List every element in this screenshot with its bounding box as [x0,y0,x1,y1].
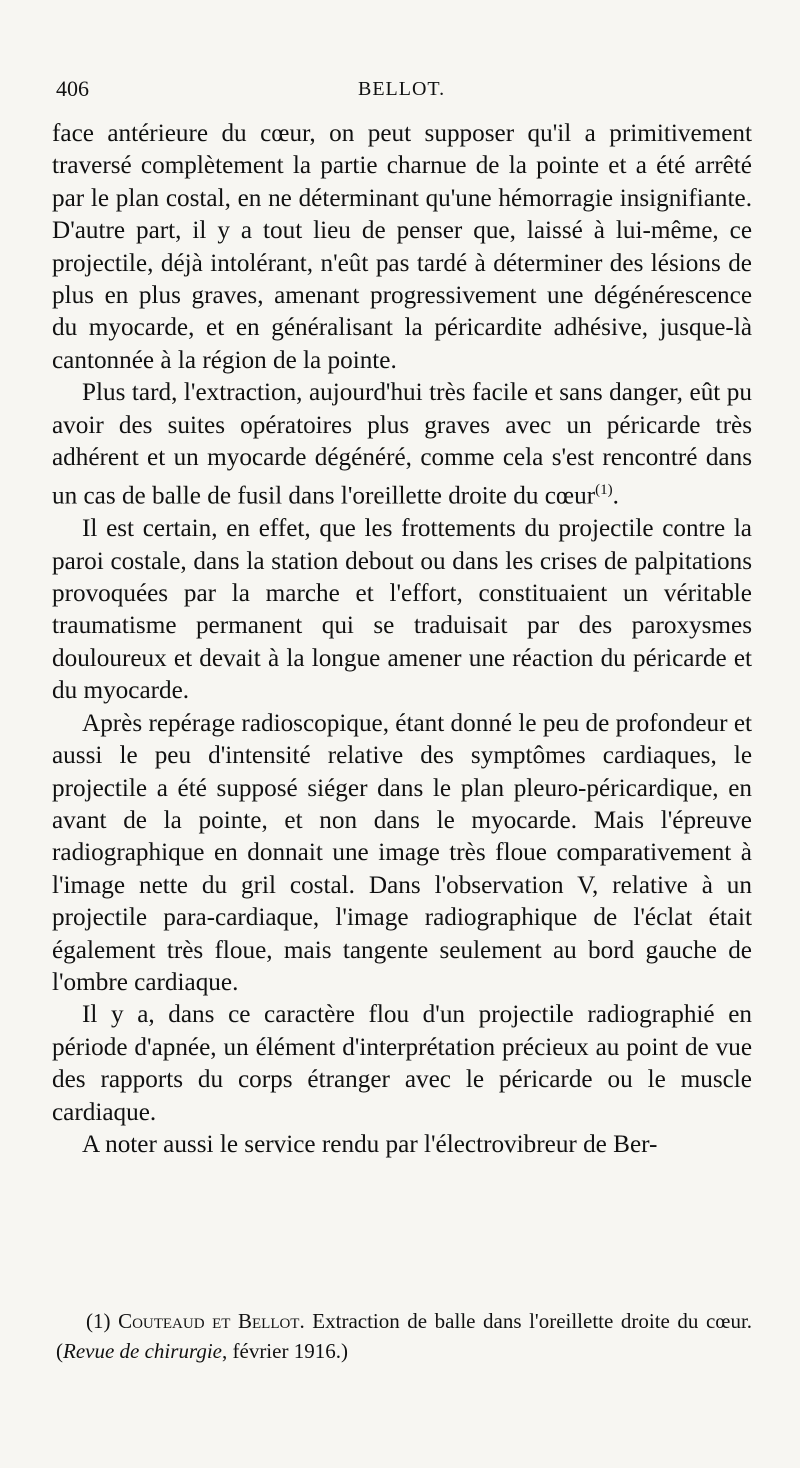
paragraph: Après repérage radioscopique, étant donné le peu de profondeur et aussi le peu d'intensité relative des symptômes cardiaques, le projectile a été supposé siéger dans le plan pleuro-péricardique, en avant de la pointe, et non dans le myocarde. Mais l'épreuve radiographique en donnait une image très floue comparativement à l'image nette du gril costal. Dans l'observation V, relative à un projectile para-cardiaque, l'image radiographique de l'éclat était également très floue, mais tangente seulement au bord gauche de l'ombre cardiaque. [52,709,752,996]
paragraph: A noter aussi le service rendu par l'électrovibreur de Ber- [82,1130,658,1158]
footnote-text [56,1306,752,1366]
paragraph: face antérieure du cœur, on peut supposer qu'il a primitivement traversé complètement la partie charnue de la pointe et a été arrêté par le plan costal, en ne déterminant qu'une hémorragie insignifiante. D'autre part, il y a tout lieu de penser que, laissé à lui-même, ce projectile, déjà intolérant, n'eût pas tardé à déterminer des lésions de plus en plus graves, amenant progressivement une dégénérescence du myocarde, et en généralisant la péricardite adhésive, jusque-là cantonnée à la région de la pointe. [52,120,752,374]
footnote-authors: Couteaud et Bellot. [118,1309,305,1333]
page-number: 406 [56,76,89,101]
paragraph-end: . [612,482,619,510]
paragraph [52,377,752,513]
footnote-date: , février 1916.) [222,1339,348,1363]
footnote-reference: (1) [595,482,613,499]
paragraph-text: Plus tard, l'extraction, aujourd'hui très facile et sans danger, eût pu avoir des suites opératoires plus graves avec un péricarde très adhérent et un myocarde dégénéré, comme cela s'est rencontré dans un cas de balle de fusil dans l'oreillette droite du cœur [52,379,752,510]
paragraph: Il est certain, en effet, que les frottements du projectile contre la paroi costale, dans la station debout ou dans les crises de palpitations provoquées par la marche et l'effort, constituaient un véritable traumatisme permanent qui se traduisait par des paroxysmes douloureux et devait à la longue amener une réaction du péricarde et du myocarde. [52,515,752,705]
body-text [52,118,752,1161]
footnote [56,1306,752,1366]
footnote-source-open: ( [56,1339,63,1363]
footnote-title: Extraction de balle dans l'oreillette droite du cœur. [312,1309,753,1333]
footnote-journal: Revue de chirurgie [63,1339,222,1363]
footnote-marker: (1) [86,1309,111,1333]
paragraph: Il y a, dans ce caractère flou d'un projectile radiographié en période d'apnée, un élément d'interprétation précieux au point de vue des rapports du corps étranger avec le péricarde ou le muscle cardiaque. [52,1001,752,1126]
running-title: BELLOT. [358,78,446,100]
